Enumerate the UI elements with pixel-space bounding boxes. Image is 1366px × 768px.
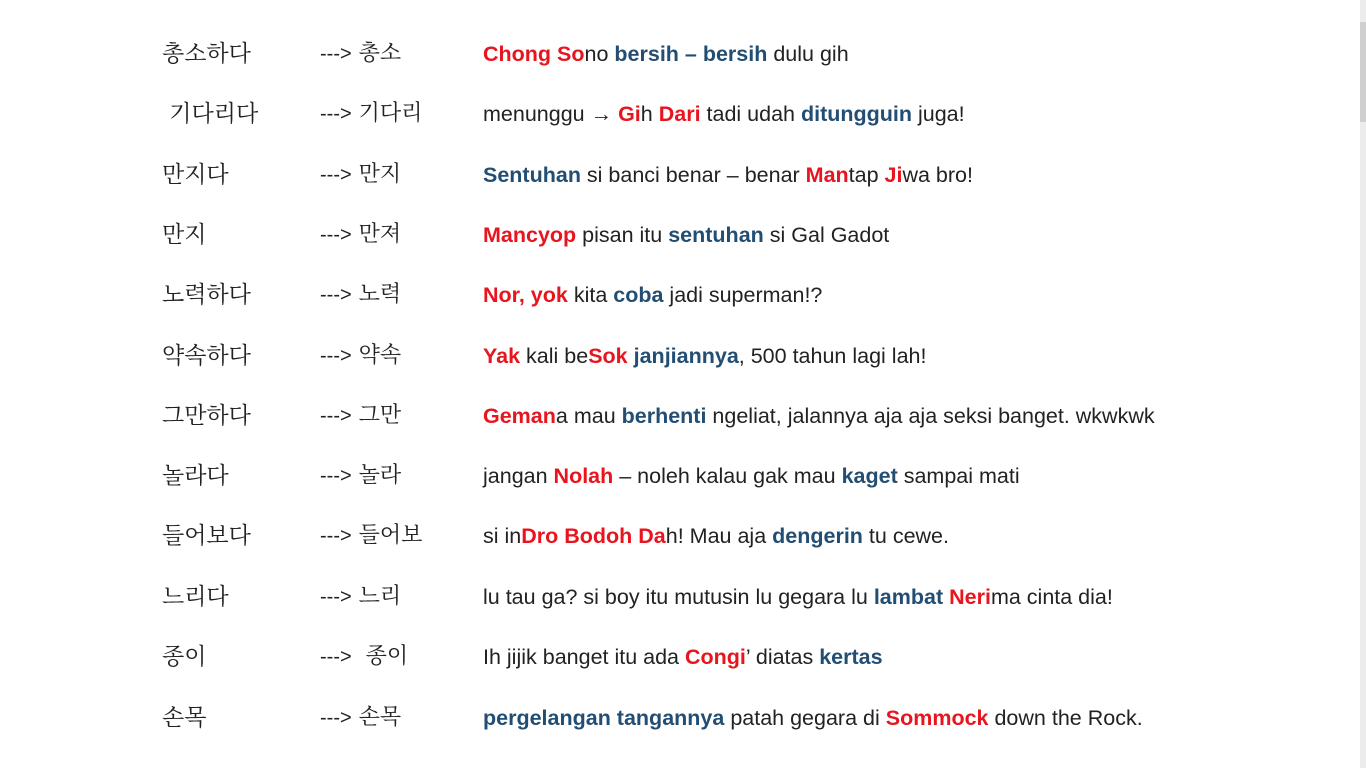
mnemonic-highlight-red: Chong So <box>483 42 585 66</box>
arrow-text: ---> <box>320 646 352 668</box>
arrow-text: ---> <box>320 405 352 427</box>
mnemonic-highlight-red: Sok <box>588 344 628 368</box>
arrow-text: ---> <box>320 164 352 186</box>
mnemonic-text: no <box>584 42 615 66</box>
mnemonic-highlight-red: Nolah <box>553 464 614 488</box>
vocab-row <box>0 94 1340 134</box>
korean-word: 총소하다 <box>162 41 251 67</box>
stem-text: 느리 <box>358 584 402 609</box>
mnemonic-sentence <box>483 155 973 195</box>
stem-text: 노력 <box>358 282 402 307</box>
stem-text: 손목 <box>358 705 402 730</box>
mnemonic-text: h! Mau aja <box>665 524 773 548</box>
vocab-row <box>0 698 1340 738</box>
word-stem <box>320 34 401 74</box>
mnemonic-text: pisan itu <box>576 223 669 247</box>
mnemonic-text: si Gal Gadot <box>763 223 890 247</box>
mnemonic-text: tap <box>848 163 885 187</box>
mnemonic-text: diatas <box>749 645 820 669</box>
arrow-text: ---> <box>320 525 352 547</box>
mnemonic-sentence <box>483 336 926 376</box>
mnemonic-highlight-red: Geman <box>483 404 556 428</box>
word-stem <box>320 275 401 315</box>
mnemonic-highlight-red: Gi <box>618 102 641 126</box>
mnemonic-highlight-red: Congi <box>685 645 746 669</box>
mnemonic-text: dulu gih <box>767 42 849 66</box>
mnemonic-text: kali be <box>520 344 589 368</box>
vocab-row <box>0 336 1340 376</box>
mnemonic-highlight-blue: pergelangan tangannya <box>483 706 725 730</box>
korean-word: 약속하다 <box>162 343 251 369</box>
arrow-text: ---> <box>320 345 352 367</box>
arrow-text: ---> <box>320 586 352 608</box>
mnemonic-text: down the Rock. <box>988 706 1143 730</box>
stem-text: 만져 <box>358 222 402 247</box>
mnemonic-highlight-red: Dro Bodoh Da <box>521 524 666 548</box>
mnemonic-highlight-blue: Sentuhan <box>483 163 581 187</box>
mnemonic-text: menunggu <box>483 102 591 126</box>
mnemonic-highlight-blue: berhenti <box>621 404 707 428</box>
stem-text: 만지 <box>358 162 402 187</box>
mnemonic-text: sampai mati <box>897 464 1020 488</box>
word-stem <box>320 336 401 376</box>
stem-text: 총소 <box>358 41 402 66</box>
vertical-scrollbar[interactable] <box>1360 0 1366 768</box>
mnemonic-highlight-red: Nor, yok <box>483 283 568 307</box>
mnemonic-highlight-blue: coba <box>613 283 664 307</box>
mnemonic-text: tadi udah <box>700 102 801 126</box>
mnemonic-highlight-blue: janjiannya <box>633 344 739 368</box>
word-stem <box>320 516 422 556</box>
mnemonic-text: a mau <box>555 404 622 428</box>
mnemonic-text: lu tau ga? si boy itu mutusin lu gegara lu <box>483 585 874 609</box>
mnemonic-text: – noleh kalau gak mau <box>613 464 842 488</box>
word-stem <box>320 698 401 738</box>
mnemonic-highlight-blue: kertas <box>819 645 883 669</box>
mnemonic-text: tu cewe. <box>862 524 949 548</box>
mnemonic-text: jangan <box>483 464 554 488</box>
mnemonic-text: jadi superman!? <box>663 283 823 307</box>
arrow-text: ---> <box>320 224 352 246</box>
korean-word: 기다리다 <box>162 101 259 127</box>
arrow-text: ---> <box>320 465 352 487</box>
mnemonic-text: ma cinta dia! <box>990 585 1113 609</box>
vocab-row <box>0 275 1340 315</box>
word-stem <box>320 155 401 195</box>
mnemonic-sentence <box>483 396 1155 436</box>
mnemonic-sentence <box>483 456 1020 496</box>
vocab-row <box>0 155 1340 195</box>
korean-word: 노력하다 <box>162 282 251 308</box>
vocab-row <box>0 516 1340 556</box>
vocab-row <box>0 215 1340 255</box>
mnemonic-sentence <box>483 516 949 556</box>
vocab-row <box>0 456 1340 496</box>
korean-word: 종이 <box>162 644 207 670</box>
korean-word: 들어보다 <box>162 523 251 549</box>
arrow-text: ---> <box>320 103 352 125</box>
korean-word: 그만하다 <box>162 403 251 429</box>
word-stem <box>320 396 401 436</box>
mnemonic-text: wa bro! <box>902 163 973 187</box>
vocab-row <box>0 577 1340 617</box>
stem-text: 놀라 <box>358 463 402 488</box>
vocab-row <box>0 34 1340 74</box>
stem-text: 약속 <box>358 343 402 368</box>
stem-text: 들어보 <box>358 523 423 548</box>
mnemonic-highlight-red: Yak <box>483 344 521 368</box>
mnemonic-highlight-blue: lambat <box>873 585 944 609</box>
mnemonic-sentence <box>483 215 889 255</box>
word-stem <box>320 577 401 617</box>
mnemonic-highlight-blue: ditungguin <box>800 102 913 126</box>
stem-text: 종이 <box>358 644 409 669</box>
stem-text: 그만 <box>358 403 402 428</box>
mnemonic-highlight-red: Ji <box>884 163 903 187</box>
mnemonic-sentence <box>483 577 1113 617</box>
word-stem <box>320 215 401 255</box>
korean-word: 만지 <box>162 222 207 248</box>
stem-text: 기다리 <box>358 101 423 126</box>
mnemonic-highlight-red: Sommock <box>885 706 989 730</box>
mnemonic-highlight-blue: sentuhan <box>668 223 764 247</box>
mnemonic-sentence <box>483 637 883 677</box>
korean-word: 만지다 <box>162 162 229 188</box>
mnemonic-sentence <box>483 698 1143 738</box>
arrow-right-icon: → <box>590 102 613 126</box>
mnemonic-sentence <box>483 34 849 74</box>
arrow-text: ---> <box>320 43 352 65</box>
mnemonic-text: ’ <box>745 645 750 669</box>
mnemonic-text: patah gegara di <box>724 706 886 730</box>
mnemonic-sentence <box>483 94 965 134</box>
mnemonic-text: Ih jijik banget itu ada <box>483 645 685 669</box>
scrollbar-thumb[interactable] <box>1360 22 1366 122</box>
arrow-text: ---> <box>320 707 352 729</box>
mnemonic-text: juga! <box>912 102 965 126</box>
word-stem <box>320 637 408 677</box>
vocab-row <box>0 396 1340 436</box>
mnemonic-highlight-red: Mancyop <box>483 223 577 247</box>
mnemonic-text: ngeliat, jalannya aja aja seksi banget. wkwkwk <box>706 404 1155 428</box>
mnemonic-text: si in <box>483 524 522 548</box>
korean-word: 놀라다 <box>162 463 229 489</box>
korean-word: 느리다 <box>162 584 229 610</box>
vocab-row <box>0 637 1340 677</box>
word-stem <box>320 456 401 496</box>
korean-word: 손목 <box>162 705 207 731</box>
arrow-text: ---> <box>320 284 352 306</box>
mnemonic-highlight-red: Man <box>805 163 849 187</box>
mnemonic-text: , 500 tahun lagi lah! <box>738 344 927 368</box>
mnemonic-text: h <box>640 102 659 126</box>
mnemonic-highlight-blue: kaget <box>841 464 898 488</box>
mnemonic-highlight-red: Neri <box>949 585 991 609</box>
mnemonic-highlight-red: Dari <box>658 102 701 126</box>
mnemonic-highlight-blue: dengerin <box>772 524 863 548</box>
mnemonic-text: si banci benar – benar <box>580 163 806 187</box>
word-stem <box>320 94 422 134</box>
mnemonic-text: kita <box>567 283 614 307</box>
mnemonic-sentence <box>483 275 822 315</box>
mnemonic-highlight-blue: bersih – bersih <box>614 42 768 66</box>
